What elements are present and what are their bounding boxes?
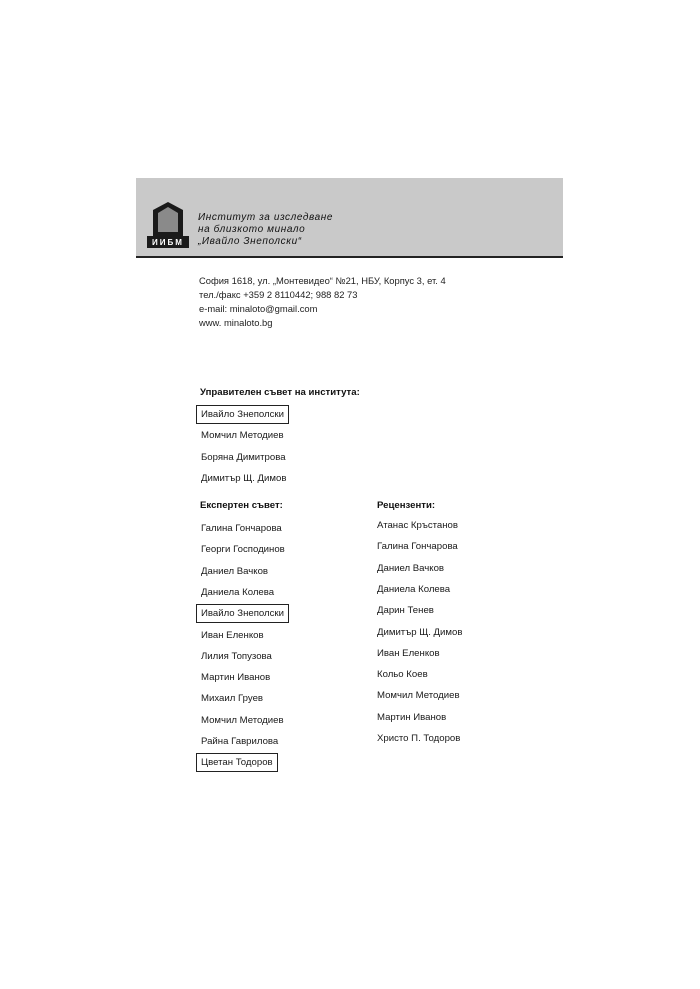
reviewers-member: Мартин Иванов <box>377 711 447 723</box>
expert-member: Ивайло Знеполски <box>196 604 289 623</box>
institute-name <box>198 212 333 248</box>
institute-name-line: „Ивайло Знеполски“ <box>198 236 302 247</box>
board-member: Ивайло Знеполски <box>196 405 289 424</box>
reviewers-member: Галина Гончарова <box>377 541 458 553</box>
reviewers-member: Кольо Коев <box>377 669 428 681</box>
reviewers-heading: Рецензенти: <box>377 500 436 511</box>
expert-heading: Експертен съвет: <box>200 500 283 511</box>
expert-member: Даниела Колева <box>201 586 275 598</box>
institute-name-line: на близкото минало <box>198 224 306 235</box>
expert-member: Даниел Вачков <box>201 565 269 577</box>
expert-member: Момчил Методиев <box>201 714 284 726</box>
expert-member: Георги Господинов <box>201 544 285 556</box>
reviewers-member: Дарин Тенев <box>377 605 434 617</box>
board-member: Димитър Щ. Димов <box>201 472 287 484</box>
board-heading: Управителен съвет на института: <box>200 387 360 398</box>
reviewers-member: Атанас Кръстанов <box>377 520 458 531</box>
reviewers-member: Христо П. Тодоров <box>377 733 461 744</box>
header-rule <box>136 256 563 258</box>
expert-member: Райна Гаврилова <box>201 736 279 747</box>
contact-block <box>199 274 446 330</box>
contact-web: www. minaloto.bg <box>199 317 273 328</box>
logo-letters: ИИБМ <box>152 238 184 247</box>
contact-address: София 1618, ул. „Монтевидео“ №21, НБУ, Корпус 3, ет. 4 <box>199 275 446 286</box>
expert-member: Иван Еленков <box>201 629 264 641</box>
expert-member: Цветан Тодоров <box>196 753 278 772</box>
expert-member: Галина Гончарова <box>201 523 282 534</box>
board-member: Момчил Методиев <box>201 430 284 442</box>
expert-member: Лилия Топузова <box>201 650 272 662</box>
reviewers-member: Иван Еленков <box>377 647 440 659</box>
reviewers-member: Даниел Вачков <box>377 562 445 574</box>
expert-member: Михаил Груев <box>201 693 264 705</box>
contact-phone: тел./факс +359 2 8110442; 988 82 73 <box>199 289 358 300</box>
board-member: Боряна Димитрова <box>201 451 286 463</box>
reviewers-member: Димитър Щ. Димов <box>377 626 463 638</box>
reviewers-member: Даниела Колева <box>377 583 451 595</box>
reviewers-member: Момчил Методиев <box>377 690 460 702</box>
expert-member: Мартин Иванов <box>201 672 271 684</box>
contact-email: e-mail: minaloto@gmail.com <box>199 303 318 314</box>
institute-name-line: Институт за изследване <box>198 212 334 223</box>
